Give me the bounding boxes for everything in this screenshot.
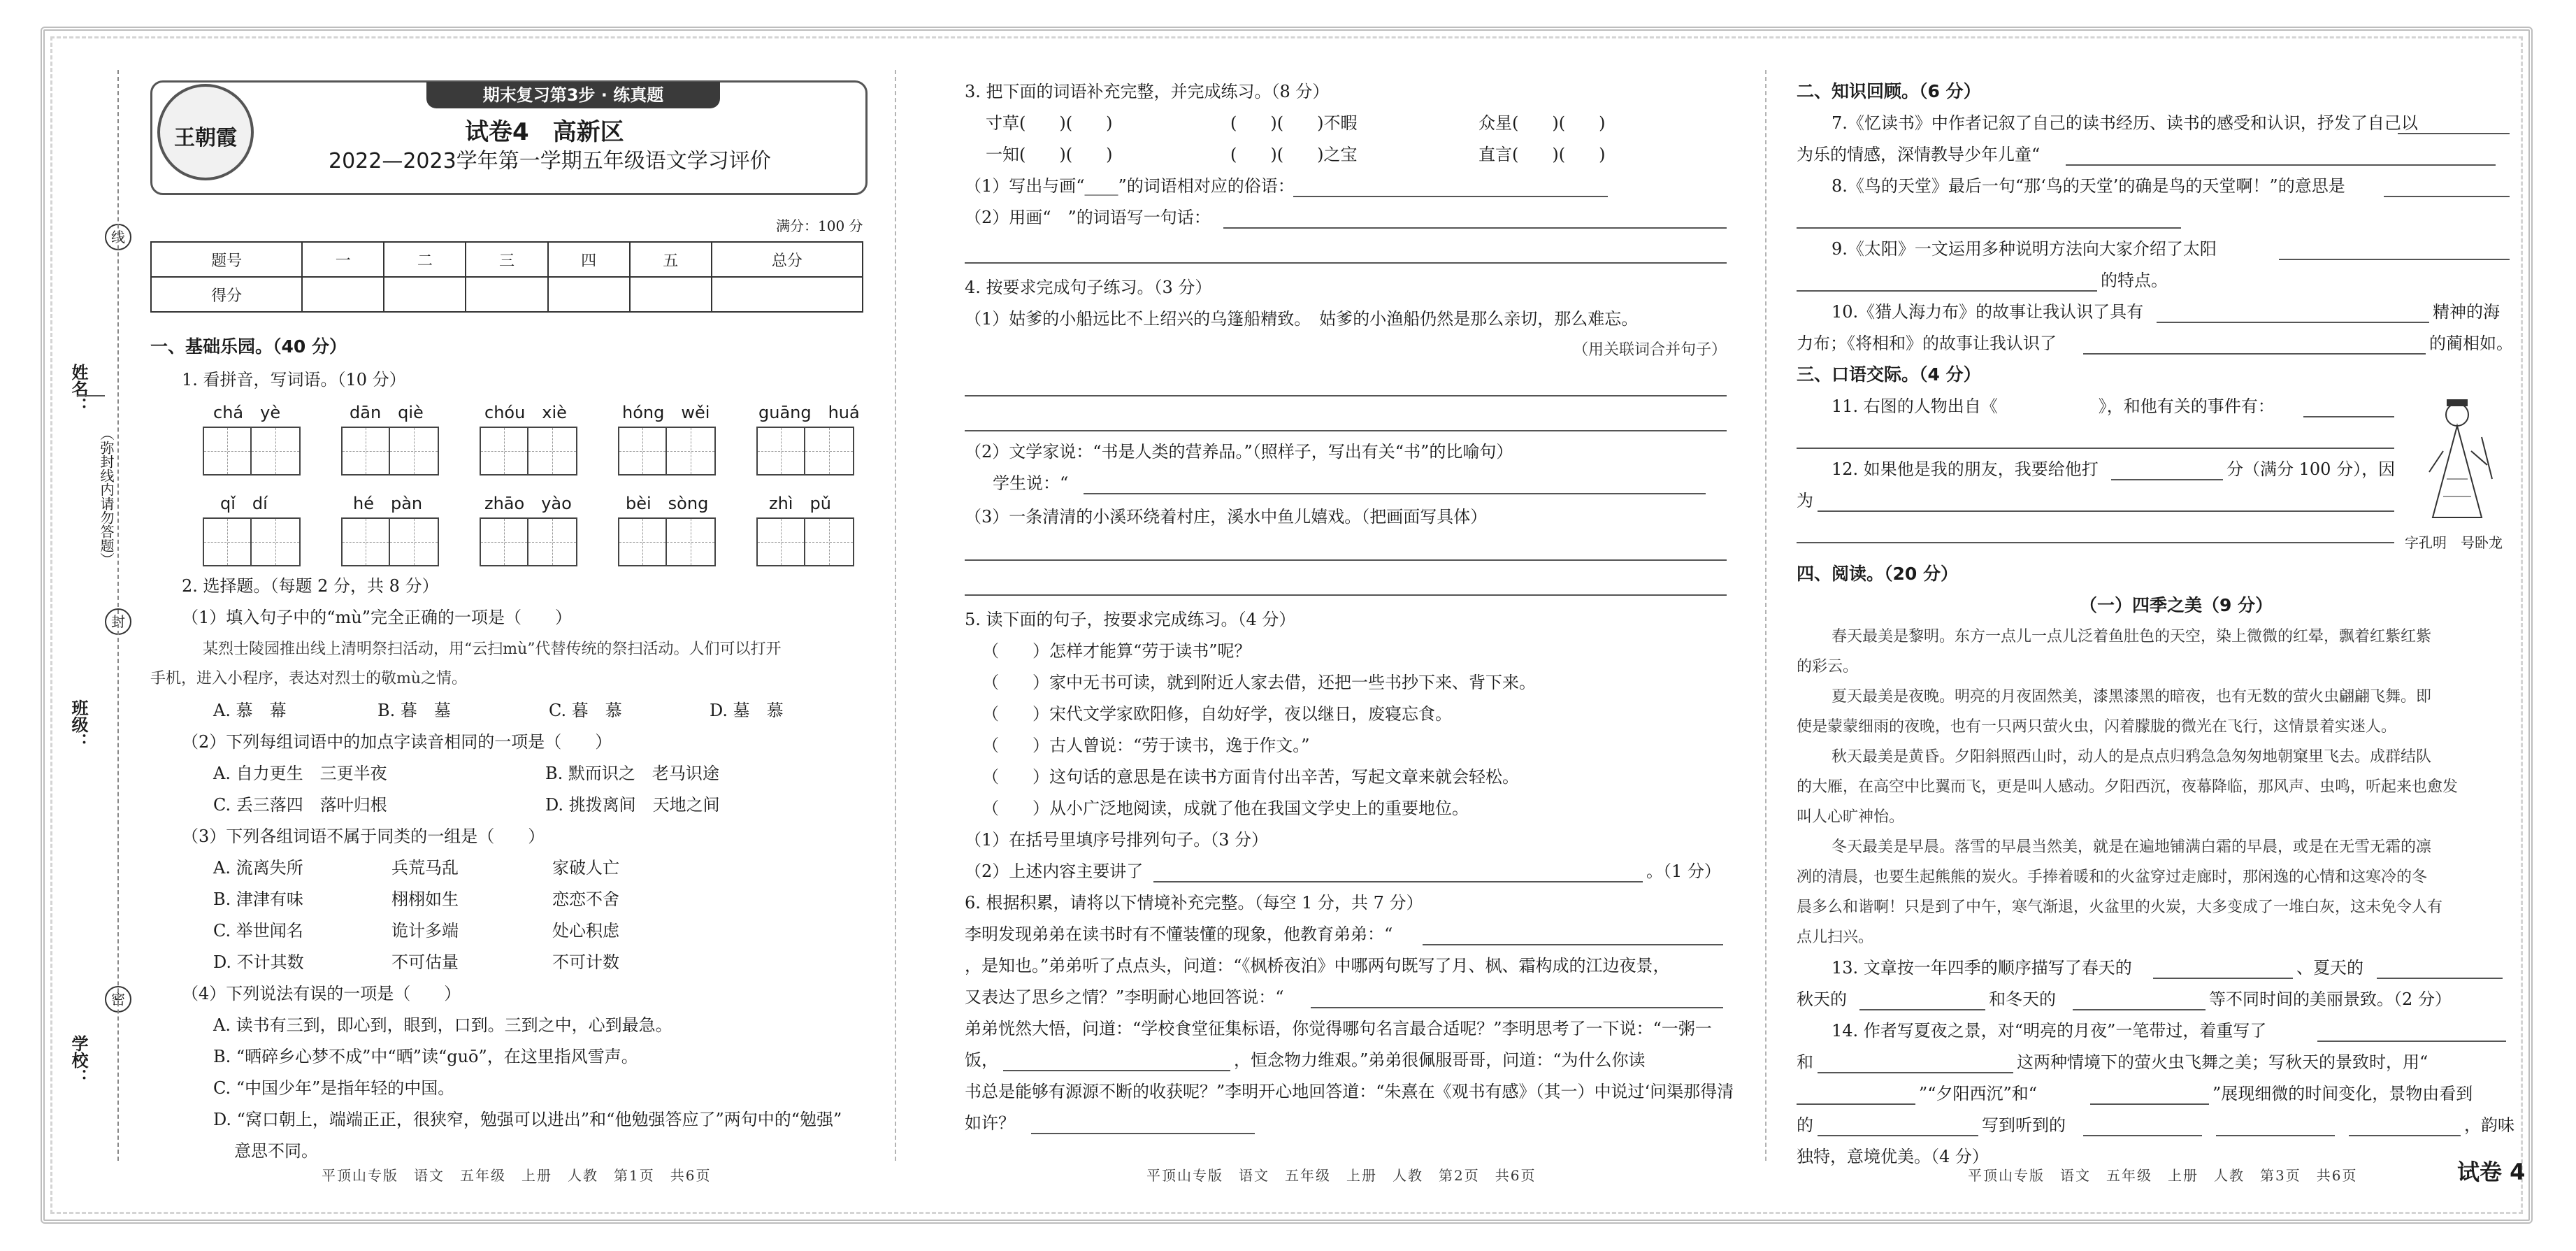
answer-line[interactable] <box>1153 881 1643 882</box>
q2-2-prompt: （2）下列每组词语中的加点字读音相同的一项是（ ） <box>182 732 612 752</box>
answer-line[interactable] <box>965 594 1727 596</box>
option-cont: 意思不同。 <box>234 1141 318 1161</box>
passage-text: 秋天最美是黄昏。夕阳斜照西山时，动人的是点点归鸦急急匆匆地朝窠里飞去。成群结队 <box>1832 748 2432 766</box>
answer-line[interactable] <box>1859 1009 1985 1010</box>
q6-text: ，是知也。”弟弟听了点点头，问道：“《枫桥夜泊》中哪两句既写了月、枫、霜构成的江边夜景， <box>965 956 1670 975</box>
idiom-blank[interactable]: ( )( )之宝 <box>1230 145 1358 164</box>
answer-line[interactable] <box>965 262 1727 264</box>
q7-text: 为乐的情感，深情教导少年儿童“ <box>1797 145 2041 164</box>
option[interactable]: D. 挑拨离间 天地之间 <box>545 795 720 815</box>
name-blank <box>77 395 105 396</box>
pinyin: chóu xiè <box>484 403 567 422</box>
q6-text: 书总是能够有源源不断的收获呢？”李明开心地回答道：“朱熹在《观书有感》（其一）中说过‘问渠那得清 <box>965 1082 1734 1101</box>
option[interactable]: A. 流离失所 <box>213 858 303 878</box>
option-part: 诡计多端 <box>391 921 459 941</box>
q10-text: 精神的海 <box>2433 302 2500 322</box>
q10-text: 10.《猎人海力布》的故事让我认识了具有 <box>1832 302 2144 322</box>
answer-line[interactable] <box>1293 196 1608 197</box>
q10-text: 的蔺相如。 <box>2429 334 2513 353</box>
answer-line[interactable] <box>1003 1070 1230 1071</box>
pinyin: bèi sòng <box>626 494 709 513</box>
answer-line[interactable] <box>965 395 1727 396</box>
seal-secret-mark: 密 <box>105 986 131 1013</box>
logo-text: 王朝霞 <box>174 126 237 150</box>
q4-1-prompt: （1）姑爹的小船远比不上绍兴的乌篷船精致。 姑爹的小渔船仍然是那么亲切，那么难忘。 <box>965 309 1639 329</box>
passage-text: 使是蒙蒙细雨的夜晚，也有一只两只萤火虫，闪着朦胧的微光在飞行，这情景着实迷人。 <box>1797 718 2397 736</box>
answer-line[interactable] <box>1818 1135 1978 1136</box>
pinyin: hé pàn <box>353 494 423 513</box>
option[interactable]: C. 举世闻名 <box>213 921 303 941</box>
option-part: 恋恋不舍 <box>552 889 619 909</box>
q3-prompt: 3. 把下面的词语补充完整，并完成练习。（8 分） <box>965 82 1330 101</box>
idiom-blank[interactable]: ( )( )不暇 <box>1230 113 1358 133</box>
paper-title: 试卷4 高新区 <box>465 118 624 146</box>
option-part: 兵荒马乱 <box>391 858 459 878</box>
option[interactable]: C. 丢三落四 落叶归根 <box>213 795 387 815</box>
char-box[interactable] <box>756 517 854 566</box>
answer-line[interactable] <box>2216 1135 2335 1136</box>
option[interactable]: C. 暮 慕 <box>549 701 622 720</box>
pinyin: dān qiè <box>350 403 424 422</box>
pinyin: zhāo yào <box>484 494 572 513</box>
school-label: 学校： <box>69 1035 89 1085</box>
q13-text: 、夏天的 <box>2296 958 2363 978</box>
seal-line-mark: 线 <box>105 224 131 250</box>
name-label: 姓名： <box>69 364 89 414</box>
answer-line[interactable] <box>1818 510 2394 512</box>
q12-text: 为 <box>1797 491 1813 510</box>
q6-text: 李明发现弟弟在读书时有不懂装懂的现象，他教育弟弟：“ <box>965 924 1393 944</box>
option-part: 栩栩如生 <box>391 889 459 909</box>
q9-text: 9.《太阳》一文运用多种说明方法向大家介绍了太阳 <box>1832 239 2217 259</box>
answer-line[interactable] <box>2157 322 2429 323</box>
q11-text: 11. 右图的人物出自《 》，和他有关的事件有： <box>1832 396 2275 416</box>
sentence-item[interactable]: （ ）古人曾说：“劳于读书，逸于作文。” <box>982 736 1310 755</box>
option[interactable]: B. 津津有味 <box>213 889 303 909</box>
answer-line[interactable] <box>2083 353 2426 355</box>
pinyin: zhì pǔ <box>769 494 831 513</box>
section-4-heading: 四、阅读。（20 分） <box>1797 564 1958 584</box>
q2-prompt: 2. 选择题。（每题 2 分，共 8 分） <box>182 576 439 596</box>
answer-line[interactable] <box>2066 164 2496 166</box>
column-separator <box>895 70 896 1161</box>
option[interactable]: B. 暮 墓 <box>377 701 451 720</box>
answer-line[interactable] <box>1797 290 2097 292</box>
section-3-heading: 三、口语交际。（4 分） <box>1797 364 1981 385</box>
answer-line[interactable] <box>2090 1103 2209 1105</box>
page-footer: 平顶山专版 语文 五年级 上册 人教 第2页 共6页 <box>1146 1167 1537 1184</box>
q2-3-prompt: （3）下列各组词语不属于同类的一组是（ ） <box>182 827 545 846</box>
option[interactable]: C. “中国少年”是指年轻的中国。 <box>213 1078 455 1098</box>
pinyin: chá yè <box>213 403 281 422</box>
q1-prompt: 1. 看拼音，写词语。（10 分） <box>182 370 406 389</box>
answer-line[interactable] <box>1311 1007 1723 1008</box>
option[interactable]: A. 慕 幕 <box>213 701 287 720</box>
score-header-cell: 题号 <box>151 242 302 277</box>
passage-text: 春天最美是黎明。东方一点儿一点儿泛着鱼肚色的天空，染上微微的红晕，飘着红紫红紫 <box>1832 628 2432 645</box>
q6-text: ，恒念物力维艰。”弟弟很佩服哥哥，问道：“为什么你读 <box>1234 1050 1646 1070</box>
option[interactable]: B. 默而识之 老马识途 <box>545 764 719 783</box>
sentence-item[interactable]: （ ）从小广泛地阅读，成就了他在我国文学史上的重要地位。 <box>982 799 1469 818</box>
passage-text: 冬天最美是早晨。落雪的早晨当然美，就是在遍地铺满白霜的早晨，或是在无雪无霜的凛 <box>1832 838 2432 856</box>
pinyin: hóng wěi <box>622 403 710 422</box>
score-input-cell[interactable] <box>302 277 384 312</box>
idiom-blank[interactable]: 众星( )( ) <box>1478 113 1606 133</box>
answer-line[interactable] <box>2279 259 2510 260</box>
char-box[interactable] <box>203 427 301 476</box>
answer-line[interactable] <box>965 430 1727 431</box>
q10-text: 力布；《将相和》的故事让我认识了 <box>1797 334 2057 353</box>
char-box[interactable] <box>618 517 716 566</box>
q6-text: 如许？ <box>965 1113 1015 1133</box>
char-box[interactable] <box>480 517 577 566</box>
q2-1-text: 手机，进入小程序，表达对烈士的敬mù之情。 <box>150 670 468 687</box>
q4-2-student: 学生说：“ <box>993 473 1069 493</box>
sentence-item[interactable]: （ ）家中无书可读，就到附近人家去借，还把一些书抄下来、背下来。 <box>982 673 1536 692</box>
answer-line[interactable] <box>1797 448 2394 449</box>
answer-line[interactable] <box>1818 1072 2013 1073</box>
passage-text: 晨多么和谐啊！只是到了中午，寒气渐退，火盆里的火炭，大多变成了一堆白灰，这未免令人有 <box>1797 899 2443 916</box>
q5-1-prompt: （1）在括号里填序号排列句子。（3 分） <box>965 830 1269 850</box>
score-header-cell: 五 <box>630 242 712 277</box>
answer-line[interactable] <box>2349 1135 2461 1136</box>
q14-text: 写到听到的 <box>1982 1115 2066 1135</box>
page-footer: 平顶山专版 语文 五年级 上册 人教 第3页 共6页 <box>1968 1167 2358 1184</box>
idiom-blank[interactable]: 直言( )( ) <box>1478 145 1606 164</box>
sentence-item[interactable]: （ ）宋代文学家欧阳修，自幼好学，夜以继日，废寝忘食。 <box>982 704 1452 724</box>
char-box[interactable] <box>618 427 716 476</box>
q3-1-prompt: （1）写出与画“____”的词语相对应的俗语： <box>965 176 1295 196</box>
score-input-cell[interactable] <box>384 277 466 312</box>
q5-2-prompt: （2）上述内容主要讲了 <box>965 862 1144 881</box>
q6-text: 弟弟恍然大悟，问道：“学校食堂征集标语，你觉得哪句名言最合适呢？”李明思考了一下说：“一粥一 <box>965 1019 1712 1038</box>
score-header-cell: 四 <box>548 242 630 277</box>
passage-title: （一）四季之美（9 分） <box>2080 595 2273 615</box>
option-part: 不可计数 <box>552 952 619 972</box>
q14-text: ”展现细微的时间变化，景物由看到 <box>2212 1084 2473 1103</box>
binding-line <box>117 70 119 1161</box>
section-1-heading: 一、基础乐园。（40 分） <box>150 336 347 357</box>
zhuge-liang-figure <box>2419 395 2496 528</box>
publisher-logo <box>157 84 254 180</box>
answer-line[interactable] <box>1797 542 2394 543</box>
q3-2-prompt: （2）用画“ ”的词语写一句话： <box>965 208 1211 227</box>
answer-line[interactable] <box>2153 978 2293 979</box>
q13-text: 13. 文章按一年四季的顺序描写了春天的 <box>1832 958 2132 978</box>
passage-text: 冽的清晨，也要生起熊熊的炭火。手捧着暖和的火盆穿过走廊时，那闲逸的心情和这寒冷的冬 <box>1797 868 2428 886</box>
score-input-cell[interactable] <box>712 277 863 312</box>
score-input-cell[interactable] <box>548 277 630 312</box>
answer-line[interactable] <box>1223 227 1727 229</box>
idiom-blank[interactable]: 寸草( )( ) <box>986 113 1113 133</box>
option[interactable]: D. 不计其数 <box>213 952 304 972</box>
section-2-heading: 二、知识回顾。（6 分） <box>1797 81 1981 101</box>
paper-tag: 试卷 4 <box>2457 1159 2526 1185</box>
char-box[interactable] <box>480 427 577 476</box>
seal-seal-mark: 封 <box>105 608 131 635</box>
passage-text: 叫人心旷神怡。 <box>1797 808 1905 826</box>
char-box[interactable] <box>341 517 439 566</box>
q6-prompt: 6. 根据积累，请将以下情境补充完整。（每空 1 分，共 7 分） <box>965 893 1423 913</box>
passage-text: 的大雁，在高空中比翼而飞，更是叫人感动。夕阳西沉，夜幕降临，那风声、虫鸣，听起来也愈发 <box>1797 778 2459 796</box>
answer-line[interactable] <box>1797 1103 1915 1105</box>
q12-text: 分（满分 100 分），因 <box>2226 459 2396 479</box>
q14-text: 的 <box>1797 1115 1813 1135</box>
option[interactable]: A. 读书有三到，即心到，眼到，口到。三到之中，心到最急。 <box>213 1015 672 1035</box>
char-box[interactable] <box>203 517 301 566</box>
step-badge: 期末复习第3步 · 练真题 <box>426 82 720 108</box>
answer-line[interactable] <box>2083 1135 2202 1136</box>
answer-line[interactable] <box>1423 944 1723 945</box>
q4-1-requirement: （用关联词合并句子） <box>1573 341 1727 359</box>
option[interactable]: D. 墓 慕 <box>710 701 784 720</box>
q13-text: 秋天的 <box>1797 989 1847 1009</box>
char-box[interactable] <box>756 427 854 476</box>
answer-line[interactable] <box>1031 1133 1255 1134</box>
answer-line[interactable] <box>2398 133 2510 134</box>
sentence-item[interactable]: （ ）这句话的意思是在读书方面肯付出辛苦，写起文章来就会轻松。 <box>982 767 1519 787</box>
option-part: 处心积虑 <box>552 921 619 941</box>
column-separator <box>1765 70 1766 1161</box>
option-part: 不可估量 <box>391 952 459 972</box>
answer-line[interactable] <box>1797 227 2181 229</box>
answer-line[interactable] <box>2111 479 2223 480</box>
q12-text: 12. 如果他是我的朋友，我要给他打 <box>1832 459 2099 479</box>
sentence-item[interactable]: （ ）怎样才能算“劳于读书”呢？ <box>982 641 1251 661</box>
q5-prompt: 5. 读下面的句子，按要求完成练习。（4 分） <box>965 610 1296 629</box>
q14-text: ”“夕阳西沉”和“ <box>1919 1084 2038 1103</box>
pinyin: qǐ dí <box>220 494 268 513</box>
score-header-cell: 三 <box>466 242 547 277</box>
score-row-label: 得分 <box>151 277 302 312</box>
score-header-cell: 总分 <box>712 242 863 277</box>
full-score: 满分：100 分 <box>776 217 863 234</box>
q14-text: 独特，意境优美。（4 分） <box>1797 1147 1989 1166</box>
q8-text: 8.《鸟的天堂》最后一句“那‘鸟的天堂’的确是鸟的天堂啊！”的意思是 <box>1832 176 2345 196</box>
pinyin: guāng huá <box>758 403 860 422</box>
q4-3-prompt: （3）一条清清的小溪环绕着村庄，溪水中鱼儿嬉戏。（把画面写具体） <box>965 507 1488 527</box>
answer-line[interactable] <box>1084 493 1706 494</box>
score-table <box>150 241 863 313</box>
q4-2-prompt: （2）文学家说：“书是人类的营养品。”（照样子，写出有关“书”的比喻句） <box>965 442 1513 462</box>
score-input-cell[interactable] <box>630 277 712 312</box>
q13-text: 等不同时间的美丽景致。（2 分） <box>2209 989 2452 1009</box>
option[interactable]: A. 自力更生 三更半夜 <box>213 764 387 783</box>
answer-line[interactable] <box>2377 978 2503 979</box>
q14-text: 这两种情境下的萤火虫飞舞之美；写秋天的景致时，用“ <box>2017 1052 2429 1072</box>
score-header-cell: 二 <box>384 242 466 277</box>
page-footer: 平顶山专版 语文 五年级 上册 人教 第1页 共6页 <box>322 1167 712 1184</box>
q7-text: 7.《忆读书》中作者记叙了自己的读书经历、读书的感受和认识，抒发了自己以 <box>1832 113 2418 133</box>
answer-line[interactable] <box>2303 416 2394 417</box>
q9-text: 的特点。 <box>2101 271 2168 290</box>
q4-prompt: 4. 按要求完成句子练习。（3 分） <box>965 278 1212 297</box>
figure-caption: 字孔明 号卧龙 <box>2405 534 2503 551</box>
class-label: 班级： <box>69 699 89 750</box>
q6-text: 又表达了思乡之情？”李明耐心地回答说：“ <box>965 987 1284 1007</box>
answer-line[interactable] <box>2317 1041 2506 1042</box>
char-box[interactable] <box>341 427 439 476</box>
q5-2-score: 。（1 分） <box>1646 862 1721 881</box>
score-input-cell[interactable] <box>466 277 547 312</box>
answer-line[interactable] <box>965 559 1727 561</box>
q13-text: 和冬天的 <box>1989 989 2056 1009</box>
passage-text: 夏天最美是夜晚。明亮的月夜固然美，漆黑漆黑的暗夜，也有无数的萤火虫翩翩飞舞。即 <box>1832 688 2432 706</box>
binding-note: （弥封线内请勿答题） <box>98 427 115 566</box>
score-header-cell: 一 <box>302 242 384 277</box>
option[interactable]: B. “晒碎乡心梦不成”中“晒”读“guō”，在这里指风雪声。 <box>213 1047 638 1066</box>
passage-text: 的彩云。 <box>1797 658 1859 675</box>
paper-subtitle: 2022—2023学年第一学期五年级语文学习评价 <box>329 149 771 173</box>
q14-text: 14. 作者写夏夜之景，对“明亮的月夜”一笔带过，着重写了 <box>1832 1021 2267 1041</box>
q2-1-prompt: （1）填入句子中的“mù”完全正确的一项是（ ） <box>182 608 573 627</box>
passage-text: 点儿扫兴。 <box>1797 929 1874 946</box>
option-part: 家破人亡 <box>552 858 619 878</box>
q2-4-prompt: （4）下列说法有误的一项是（ ） <box>182 984 461 1003</box>
q2-1-text: 某烈士陵园推出线上清明祭扫活动，用“云扫mù”代替传统的祭扫活动。人们可以打开 <box>203 641 782 658</box>
option[interactable]: D. “窝口朝上，端端正正，很狭窄，勉强可以进出”和“他勉强答应了”两句中的“勉强” <box>213 1110 842 1129</box>
answer-line[interactable] <box>2384 196 2510 197</box>
q6-text: 饭， <box>965 1050 998 1070</box>
q14-text: ，韵味 <box>2464 1115 2514 1135</box>
answer-line[interactable] <box>2073 1009 2206 1010</box>
idiom-blank[interactable]: 一知( )( ) <box>986 145 1113 164</box>
q14-text: 和 <box>1797 1052 1813 1072</box>
